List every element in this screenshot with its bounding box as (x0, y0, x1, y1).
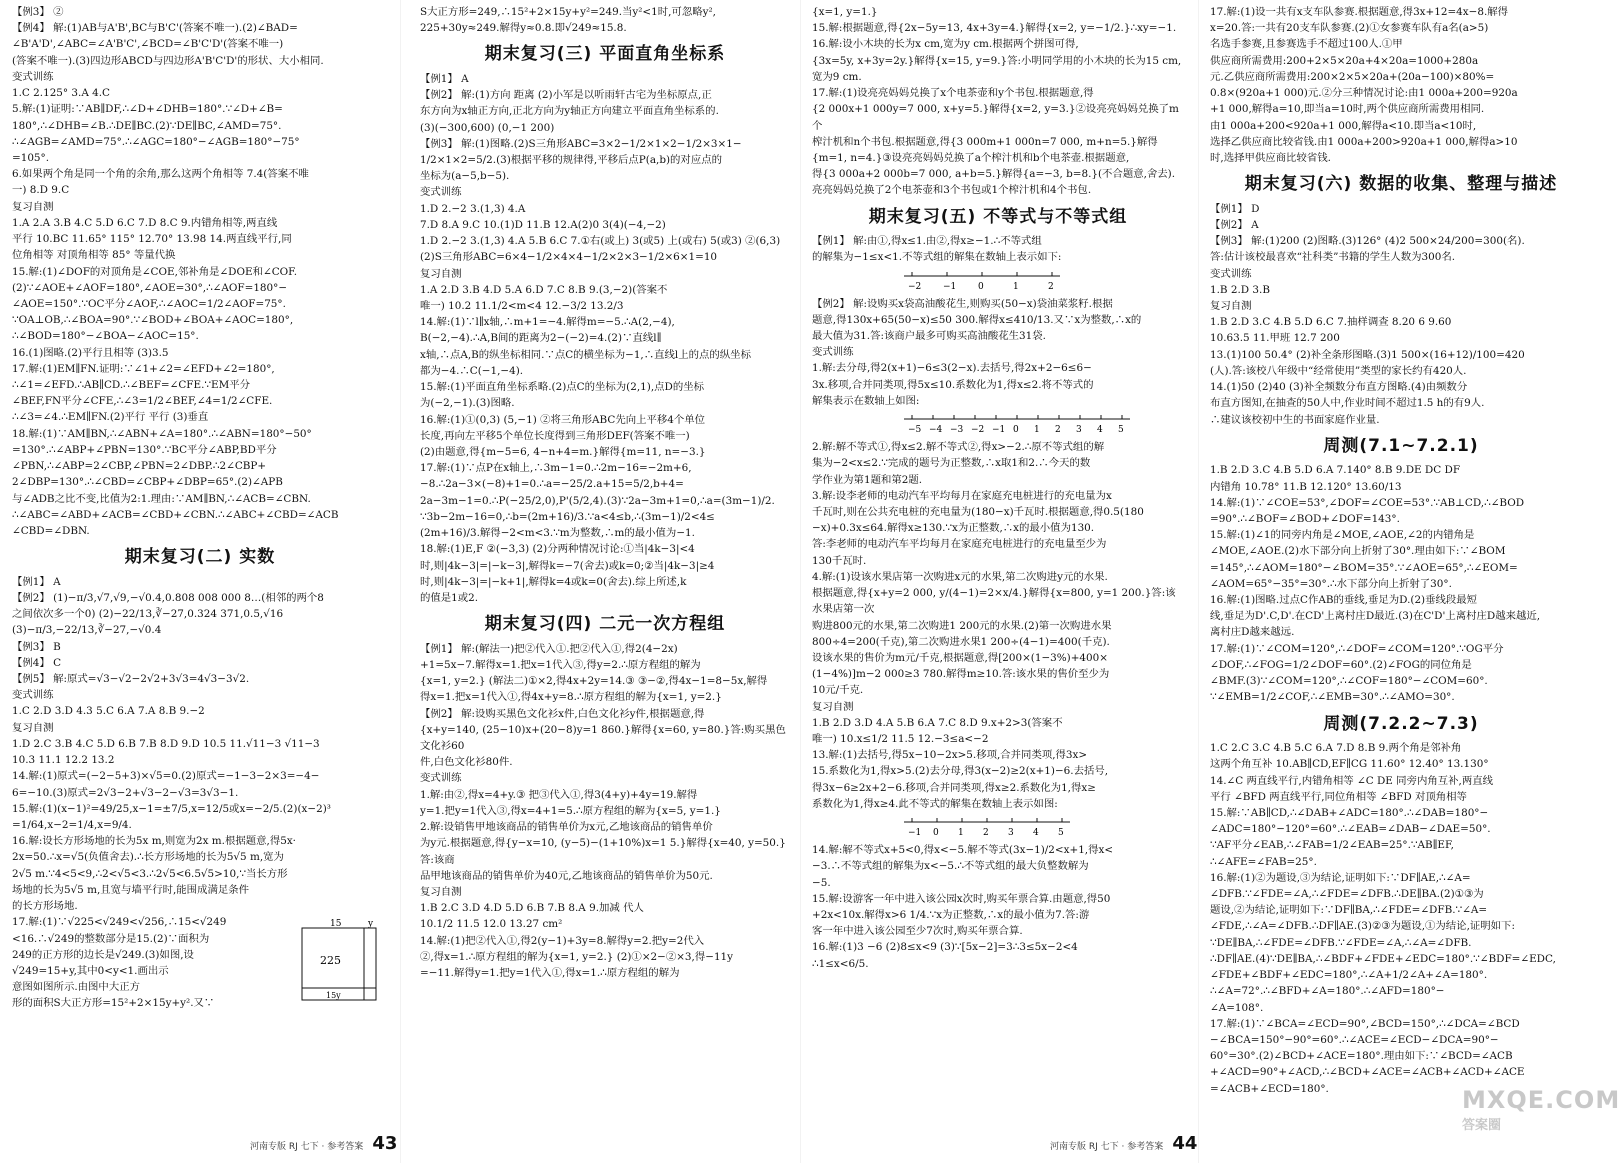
answer-line: 2a−3m−1=0.∴P(−25/2,0),P'(5/2,4).(3)∵2a−3m+1=0,∴a=(3m−1)/2. (420, 494, 775, 507)
number-line-tick-label: 1 (1034, 425, 1040, 436)
answer-line: 1.C 2.125° 3.A 4.C (12, 87, 110, 100)
answer-block-1 (12, 4, 388, 539)
answer-line: 14.解:(1)原式=(−2−5+3)×√5=0.(2)原式=−1−3−2×3=−4− (12, 770, 320, 783)
answer-line: =∠ACB+∠ECD=180°. (1210, 1082, 1329, 1095)
answer-line: 复习自测 (420, 267, 462, 280)
section-title-review-5: 期末复习(五) 不等式与不等式组 (868, 206, 1128, 227)
answer-line: ∠AOE=150°.∵OC平分∠AOF,∴∠AOC=1/2∠AOF=75°. (12, 297, 286, 310)
number-line-tick-label: −2 (908, 281, 922, 292)
number-line-tick-label: −2 (971, 425, 985, 436)
answer-line: ∴建议该校初中生的书面家庭作业量. (1210, 413, 1380, 426)
answer-line: 的值是1或2. (420, 591, 479, 604)
answer-line: 时,选择甲供应商比较省钱. (1210, 151, 1331, 164)
answer-line: 题设,②为结论,证明如下:∵DF∥BA,∴∠FDE=∠DFB.∵∠A= (1210, 904, 1488, 917)
answer-block-4 (420, 71, 790, 606)
answer-line: 学作业为第1题和第2题. (812, 473, 923, 486)
answer-line: (答案不唯一).(3)四边形ABCD与四边形A'B'C'D'的形状、大小相同. (12, 54, 324, 67)
section-title-review-6: 期末复习(六) 数据的收集、整理与描述 (1244, 174, 1558, 195)
answer-line: 180°,∴∠DHB=∠B.∴DE∥BC.(2)∵DE∥BC,∠AMD=75°. (12, 119, 282, 132)
column-4 (1210, 4, 1592, 1124)
answer-line: +1=5x−7.解得x=1.把x=1代入③,得y=2.∴原方程组的解为 (420, 658, 701, 671)
number-line-tick-label: 2 (983, 828, 989, 839)
answer-line: 由1 000a+200<920a+1 000,解得a<10.即当a<10时, (1210, 119, 1477, 132)
answer-line: 15.解:根据题意,得{2x−5y=13, 4x+3y=4.}解得{x=2, y=−1/2.}∴xy=−1. (812, 22, 1177, 35)
answer-line: =105°. (12, 151, 50, 164)
answer-line: (2)由题意,得{m−5=6, 4−n+4=m.}解得{m=11, n=−3.} (420, 445, 706, 458)
column-2 (420, 4, 790, 1124)
number-line-tick-label: 2 (1055, 425, 1061, 436)
answer-line: −x)+0.3x≤64.解得x≥130.∵x为正整数,∴x的最小值为130. (812, 522, 1095, 535)
answer-line: 16.(1)图略.(2)平行且相等 (3)3.5 (12, 346, 169, 359)
answer-line: 17.解:(1)∵∠BCA=∠ECD=90°,∠BCD=150°,∴∠DCA=∠BCD (1210, 1017, 1520, 1030)
answer-line: 5.解:(1)证明:∵AB∥DF,∴∠D+∠DHB=180°.∵∠D+∠B= (12, 103, 283, 116)
number-line-tick-label: −1 (908, 828, 922, 839)
answer-line: 之间依次多一个0) (2)−22/13,∛−27,0.324 371,0.5,√16 (12, 608, 284, 621)
answer-line: ∴∠AFE=∠FAB=25°. (1210, 855, 1317, 868)
answer-line: ∴∠A=72°.∴∠BFD+∠A=180°.∴∠AFD=180°− (1210, 985, 1445, 998)
page-number-right: 44 (1172, 1133, 1198, 1154)
answer-line: √249=15+y,其中0<y<1.画出示 (12, 964, 169, 977)
answer-block-11 (1210, 4, 1592, 166)
answer-line: 购进800元的水果,第二次购进1 200元的水果.(2)第一次购进水果 (812, 619, 1112, 632)
answer-line: 解集表示在数轴上如图: (812, 394, 920, 407)
answer-line: +∠ACD=90°+∠ACD,∴∠BCD+∠ACE=∠ACB+∠ACD+∠ACE (1210, 1066, 1525, 1079)
answer-line: 的解集为−1≤x<1.不等式组的解集在数轴上表示如下: (812, 251, 1062, 264)
answer-line: 0.8×(920a+1 000)元.②分三种情况讨论:由1 000a+200=920a (1210, 87, 1518, 100)
answer-line: 18.解:(1)∵AM∥BN,∴∠ABN+∠A=180°.∴∠ABN=180°−50° (12, 427, 312, 440)
answer-line: 【例4】 C (12, 656, 62, 669)
answer-line: 16.解:设长方形场地的长为5x m,则宽为2x m.根据题意,得5x· (12, 835, 296, 848)
answer-line: 3x.移项,合并同类项,得5x≤10.系数化为1,得x≤2.将不等式的 (812, 378, 1094, 391)
number-line-2 (902, 411, 1132, 437)
answer-line: 13.解:(1)去括号,得5x−10−2x>5.移项,合并同类项,得3x> (812, 749, 1088, 762)
answer-line: ∴∠AGB=∠AMD=75°.∴∠AGC=180°−∠AGB=180°−75° (12, 135, 300, 148)
answer-block-3 (420, 4, 790, 36)
answer-line: (2m+16)/3.解得−2<m<3.∵m为整数,∴m的最小值为−1. (420, 527, 695, 540)
answer-line: 6.如果两个角是同一个角的余角,那么这两个角相等 7.4(答案不唯 (12, 168, 309, 181)
answer-line: {2 000x+1 000y=7 000, x+y=5.}解得{x=2, y=3.}②设亮亮妈妈兑换了m个 (812, 103, 1179, 132)
answer-line: 变式训练 (12, 70, 54, 83)
answer-line: 15.解:(1)∠1的同旁内角是∠MOE,∠AOE,∠2的内错角是 (1210, 529, 1475, 542)
square-edge-label: y (368, 919, 374, 930)
answer-line: 10.3 11.1 12.2 13.2 (12, 754, 115, 767)
answer-line: {x=1, y=2.} (解法二)①×2,得4x+2y=14.③ ③−②,得4x−1=8−5x,解得 (420, 675, 768, 688)
number-line-tick-label: −1 (992, 425, 1006, 436)
answer-line: 1.B 2.D 3.C 4.B 5.D 6.A 7.140° 8.B 9.DE DC DF (1210, 464, 1461, 477)
watermark-sub: 答案圈 (1462, 1118, 1502, 1133)
answer-line: 为(−2,−1).(3)图略. (420, 397, 515, 410)
answer-line: ∠PBN,∴∠ABP=2∠CBP,∠PBN=2∠DBP.∴2∠CBP+ (12, 460, 267, 473)
page-number-left: 43 (372, 1133, 398, 1154)
answer-line: −3.∴不等式组的解集为x<−5.∴不等式组的最大负整数解为 (812, 860, 1089, 873)
answer-line: 【例3】 解:(1)200 (2)图略.(3)126° (4)2 500×24/200=300(名). (1210, 235, 1525, 248)
answer-line: ∴∠3=∠4.∴EM∥FN.(2)平行 平行 (3)垂直 (12, 411, 209, 424)
answer-line: 【例2】 解:设购买x袋高油酸花生,则购买(50−x)袋油菜浆籽.根据 (812, 297, 1113, 310)
section-title-review-3: 期末复习(三) 平面直角坐标系 (484, 44, 726, 65)
section-title-review-2: 期末复习(二) 实数 (124, 547, 276, 568)
answer-line: 线,垂足为D'.C,D'.在CD'上离村庄D最近.(3)在C'D'上离村庄D越来越近, (1210, 610, 1541, 623)
answer-line: 为y元.根据题意,得{y−x=10, (y−5)−(1+10%)x=1 5.}解得{x=40, y=50.}答:该商 (420, 837, 786, 866)
answer-block-8 (812, 296, 1184, 410)
answer-line: ∵DE∥BA,∴∠FDE=∠DFB.∵∠FDE=∠A,∴∠A=∠DFB. (1210, 936, 1472, 949)
number-line-tick-label: 3 (1008, 828, 1014, 839)
answer-line: 14.解:解不等式x+5<0,得x<−5.解不等式(3x−1)/2<x+1,得x< (812, 844, 1114, 857)
answer-line: 1.D 2.−2 3.(1,3) 4.A 5.B 6.C 7.①右(或上) 3(或5) 上(或右) 5(或3) ②(6,3) (420, 235, 781, 248)
number-line-tick-label: −4 (929, 425, 943, 436)
number-line-tick-label: 0 (1013, 425, 1019, 436)
answer-line: 3.解:设李老师的电动汽车平均每月在家庭充电桩进行的充电量为x (812, 489, 1112, 502)
answer-line: 这两个角互补 10.AB∥CD,EF∥CG 11.60° 12.40° 13.130° (1210, 758, 1489, 771)
answer-line: 15.解:∵AB∥CD,∴∠DAB+∠ADC=180°.∴∠DAB=180°− (1210, 806, 1489, 819)
section-title-weekly-2: 周测(7.2.2~7.3) (1323, 713, 1479, 734)
answer-line: (1−4%)]m−2 000≥3 780.解得m≥10.答:该水果的售价至少为 (812, 668, 1110, 681)
answer-line: 宽为9 cm. (812, 70, 862, 83)
answer-line: 【例3】 B (12, 640, 61, 653)
answer-line: 【例1】 D (1210, 202, 1260, 215)
answer-line: 【例5】 解:原式=√3−√2−2√2+3√3=4√3−3√2. (12, 673, 250, 686)
watermark-main: MXQE.COM (1462, 1086, 1620, 1114)
page-fold (800, 0, 801, 1163)
answer-line: 复习自测 (420, 885, 462, 898)
answer-line: 【例1】 解:由①,得x≤1.由②,得x≥−1.∴不等式组 (812, 235, 1042, 248)
answer-line: 复习自测 (1210, 300, 1252, 313)
answer-line: 选择乙供应商比较省钱.由1 000a+200>920a+1 000,解得a>10 (1210, 135, 1518, 148)
answer-line: 16.解:(1)3 −6 (2)8≤x<9 (3)∵[5x−2]=3∴3≤5x−2<4 (812, 941, 1078, 954)
answer-block-7 (812, 233, 1184, 265)
answer-line: 离村庄D越来越远. (1210, 626, 1295, 639)
answer-line: ∠A=108°. (1210, 1001, 1264, 1014)
section-title-weekly-1: 周测(7.1~7.2.1) (1323, 435, 1479, 456)
answer-line: 答:估计该校最喜欢“社科类”书籍的学生人数为300名. (1210, 251, 1456, 264)
answer-line: 场地的长为5√5 m,且宽与墙平行时,能围成满足条件 (12, 883, 250, 896)
answer-line: 18.解:(1)E,F ②(−3,3) (2)分两种情况讨论:①当|4k−3|<4 (420, 543, 695, 556)
answer-line: 7.D 8.A 9.C 10.(1)D 11.B 12.A(2)0 3(4)(−4,−2) (420, 218, 666, 231)
answer-line: ∵AF平分∠EAB,∴∠FAB=1/2∠EAB=25°.∵AB∥EF, (1210, 839, 1454, 852)
answer-line: 【例2】 (1)−π/3,√7,√9,−√0.4,0.808 008 000 8…(相邻的两个8 (12, 591, 324, 604)
answer-line: 【例4】 解:(1)AB与A'B',BC与B'C'(答案不唯一).(2)∠BAD= (12, 22, 298, 35)
answer-line: 平行 ∠BFD 两直线平行,同位角相等 ∠BFD 对顶角相等 (1210, 790, 1467, 803)
square-bottom-label: 15y (326, 991, 341, 1001)
answer-block-13 (1210, 462, 1592, 705)
answer-line: 复习自测 (812, 700, 854, 713)
answer-line: 15.解:(1)∠DOF的对顶角是∠COE,邻补角是∠DOE和∠COF. (12, 265, 298, 278)
answer-line: 1.解:由②,得x=4+y.③ 把③代入①,得3(4+y)+4y=19.解得 (420, 788, 698, 801)
answer-line: 225+30y≈249.解得y≈0.8.即√249≈15.8. (420, 22, 627, 35)
answer-line: 60°=30°.(2)∠BCD+∠ACE=180°.理由如下:∵∠BCD=∠ACB (1210, 1050, 1513, 1063)
answer-line: ∴DF∥AE.(4)∵DE∥BA,∴∠BDF+∠FDE+∠EDC=180°.∵∠BDF=∠EDC, (1210, 952, 1556, 965)
answer-line: 【例3】 解:(1)图略.(2)S三角形ABC=3×2−1/2×1×2−1/2×3×1− (420, 137, 742, 150)
answer-line: 15.解:(1)(x−1)²=49/25,x−1=±7/5,x=12/5或x=−2/5.(2)(x−2)³ (12, 802, 331, 815)
column-3 (812, 4, 1184, 1124)
answer-block-5 (420, 641, 790, 982)
footer-left (250, 1133, 397, 1154)
answer-line: 1.A 2.D 3.B 4.D 5.A 6.D 7.C 8.B 9.(3,−2)(答案不 (420, 283, 668, 296)
answer-line: 14.(1)50 (2)40 (3)补全频数分布直方图略.(4)由频数分 (1210, 381, 1468, 394)
answer-line: ∴1≤x<6/5. (812, 957, 869, 970)
answer-line: 榨汁机和n个书包.根据题意,得{3 000m+1 000n=7 000, m+n=5.}解得 (812, 135, 1158, 148)
answer-line: 2.解:解不等式①,得x≤2.解不等式②,得x>−2.∴原不等式组的解 (812, 441, 1105, 454)
answer-block-14 (1210, 740, 1592, 1097)
answer-line: 15.系数化为1,得x>5.(2)去分母,得3(x−2)≥2(x+1)−6.去括号, (812, 765, 1109, 778)
answer-line: {m=1, n=4.}③设亮亮妈妈兑换了a个榨汁机和b个电茶壶.根据题意, (812, 151, 1130, 164)
answer-line: 供应商所需费用:200+2×5×20a+4×20a=1000+280a (1210, 54, 1479, 67)
answer-line: 【例2】 解:设购买黑色文化衫x件,白色文化衫y件,根据题意,得 (420, 707, 705, 720)
answer-line: =145°,∴∠AOM=180°−∠BOM=35°.∵∠AOE=65°,∴∠EOM= (1210, 561, 1518, 574)
answer-line: 【例2】 A (1210, 218, 1259, 231)
answer-line: 10.63.5 11.甲班 12.7 200 (1210, 332, 1340, 345)
answer-line: ∠MOE,∠AOE.(2)水下部分向上折射了30°.理由如下:∵∠BOM (1210, 545, 1506, 558)
answer-line: 得3x−6≥2x+2−6.移项,合并同类项,得x≥2.系数化为1,得x≥ (812, 781, 1096, 794)
answer-line: 系数化为1,得x≥4.此不等式的解集在数轴上表示如图: (812, 797, 1058, 810)
answer-line: {x=1, y=1.} (812, 6, 878, 18)
answer-line: 1.B 2.D 3.C 4.B 5.D 6.C 7.抽样调查 8.20 6 9.60 (1210, 316, 1452, 329)
answer-line: 2x=50.∴x=√5(负值舍去).∴长方形场地的长为5√5 m,宽为 (12, 851, 284, 864)
answer-line: {3x=5y, x+3y=2y.}解得{x=15, y=9.}答:小明同学用的小木块的长为15 cm, (812, 54, 1182, 67)
answer-line: ∠BMF.(3)∵∠COM=120°,∴∠COF=180°−∠COM=60°. (1210, 675, 1488, 688)
answer-line: 变式训练 (12, 689, 54, 702)
answer-line: ∴∠1=∠EFD.∴AB∥CD.∴∠BEF=∠CFE.∵EM平分 (12, 379, 250, 392)
number-line-tick-label: −5 (908, 425, 922, 436)
number-line-tick-label: 1 (958, 828, 964, 839)
answer-line: 唯一) 10.2 11.1/2<m<4 12.−3/2 13.2/3 (420, 300, 624, 313)
answer-line: (人).答:该校八年级中“经常使用”类型的家长约有420人. (1210, 364, 1467, 377)
answer-line: ∠ADC=180°−120°=60°.∴∠EAB=∠DAB−∠DAE=50°. (1210, 823, 1491, 836)
answer-line: S大正方形=249,∴15²+2×15y+y²=249.当y²<1时,可忽略y², (420, 6, 716, 18)
number-line-tick-label: −1 (943, 281, 957, 292)
number-line-1 (902, 268, 1062, 294)
answer-line: 1.D 2.−2 3.(1,3) 4.A (420, 202, 526, 215)
answer-line: 东方向为x轴正方向,正北方向为y轴正方向建立平面直角坐标系的. (420, 105, 719, 118)
number-line-tick-label: 4 (1033, 828, 1039, 839)
answer-line: 1.C 2.D 3.D 4.3 5.C 6.A 7.A 8.B 9.−2 (12, 705, 205, 718)
answer-line: 名选手参赛,且参赛选手不超过100人.①甲 (1210, 38, 1403, 51)
answer-line: 130千瓦时. (812, 554, 867, 567)
answer-line: 10.1/2 11.5 12.0 13.27 cm² (420, 918, 563, 931)
answer-line: 客一年中进入该公园至少7次时,购买年票合算. (812, 925, 1023, 938)
answer-line: 品甲地该商品的销售单价为40元,乙地该商品的销售单价为50元. (420, 869, 713, 882)
answer-line: 17.解:(1)设亮亮妈妈兑换了x个电茶壶和y个书包.根据题意,得 (812, 87, 1094, 100)
answer-line: +2x<10x.解得x>6 1/4.∵x为正整数,∴x的最小值为7.答:游 (812, 909, 1090, 922)
number-line-tick-label: 0 (978, 281, 984, 292)
answer-line: 1.B 2.C 3.D 4.D 5.D 6.B 7.B 8.A 9.加减 代人 (420, 902, 644, 915)
answer-line: 17.解:(1)设一共有x支车队参赛.根据题意,得3x+12=4x−8.解得 (1210, 6, 1509, 18)
answer-line: =−11.解得y=1.把y=1代入①,得x=1.∴原方程组的解为 (420, 967, 680, 980)
answer-line: 最大值为31.答:该商户最多可购买高油酸花生31袋. (812, 330, 1046, 343)
answer-line: 1/2×1×2=5/2.(3)根据平移的规律得,平移后点P(a,b)的对应点的 (420, 154, 722, 167)
answer-line: 249的正方形的边长是√249.(3)如图,设 (12, 948, 194, 961)
answer-line: −∠BCA=150°−90°=60°.∴∠ACE=∠ECD−∠DCA=90°− (1210, 1034, 1499, 1047)
answer-line: 14.解:(1)∵∠COE=53°,∠DOF=∠COE=53°.∵AB⊥CD,∴∠BOD (1210, 496, 1525, 509)
square-side-label: 15 (330, 919, 342, 930)
answer-block-9 (812, 439, 1184, 812)
answer-line: 得{3 000a+2 000b=7 000, a+b=5.}解得{a=−3, b=8.}(不合题意,舍去). (812, 168, 1176, 181)
answer-line: 形的面积S大正方形=15²+2×15y+y².又∵ (12, 997, 215, 1010)
answer-line: 2.解:设销售甲地该商品的销售单价为x元,乙地该商品的销售单价 (420, 821, 713, 834)
answer-line: 复习自测 (12, 200, 54, 213)
answer-line: 根据题意,得{x+y=2 000, y/(4−1)=2×x/4.}解得{x=800, y=1 200.}答:该水果店第一次 (812, 587, 1176, 616)
answer-line: ∵3b−2m−16=0,∴b=(2m+16)/3.∵a<4≤b,∴(3m−1)/2<4≤ (420, 510, 715, 523)
answer-line: 件,白色文化衫80件. (420, 756, 513, 769)
answer-line: ∠B'A'D',∠ABC=∠A'B'C',∠BCD=∠B'C'D'(答案不唯一) (12, 38, 284, 51)
number-line-tick-label: 3 (1076, 425, 1082, 436)
answer-line: 变式训练 (1210, 267, 1252, 280)
answer-line: 的长方形场地. (12, 900, 78, 913)
answer-line: 1.D 2.C 3.B 4.C 5.D 6.B 7.B 8.D 9.D 10.5 11.√11−3 √11−3 (12, 737, 320, 750)
answer-line: ∠BEF,FN平分∠CFE,∴∠3=1/2∠BEF,∠4=1/2∠CFE. (12, 395, 273, 408)
answer-line: 【例3】 ② (12, 6, 64, 18)
answer-line: 得x=1.把x=1代入①,得4x+y=8.∴原方程组的解为{x=1, y=2.} (420, 691, 722, 704)
answer-line: 16.解:(1)②为题设,③为结论,证明如下:∵DF∥AE,∴∠A= (1210, 871, 1471, 884)
square-area-label: 225 (320, 954, 341, 968)
answer-line: 变式训练 (420, 772, 462, 785)
answer-line: 与∠ADB之比不变,比值为2:1.理由:∵AM∥BN,∴∠ACB=∠CBN. (12, 492, 311, 505)
answer-line: 变式训练 (420, 186, 462, 199)
answer-line: {x+y=140, (25−10)x+(20−8)y=1 860.}解得{x=60, y=80.}答:购买黑色文化衫60 (420, 723, 786, 752)
answer-line: ∵OA⊥OB,∴∠BOA=90°.∵∠BOD+∠BOA+∠AOC=180°, (12, 314, 294, 327)
answer-line: 位角相等 对顶角相等 85° 等量代换 (12, 249, 176, 262)
answer-line: 13.(1)100 50.4° (2)补全条形图略.(3)1 500×(16+12)/100=420 (1210, 348, 1525, 361)
number-line-3 (902, 814, 1072, 840)
answer-line: 【例1】 A (12, 575, 61, 588)
answer-line: 题意,得130x+65(50−x)≤50 300.解得x≤410/13.又∵x为整数,∴x的 (812, 313, 1142, 326)
answer-line: ∵∠EMB=1/2∠COF,∴∠EMB=30°.∴∠AMO=30°. (1210, 691, 1455, 704)
answer-line: 【例1】 解:(解法一)把②代入①.把②代入①,得2(4−2x) (420, 642, 678, 655)
answer-line: ∠FDE+∠BDF+∠EDC=180°,∴∠A+1/2∠A+∠A=180°. (1210, 969, 1488, 982)
answer-line: 14.∠C 两直线平行,内错角相等 ∠C DE 同旁内角互补,两直线 (1210, 774, 1493, 787)
answer-line: 17.解:(1)EM∥FN.证明:∵∠1+∠2=∠EFD+∠2=180°, (12, 362, 275, 375)
answer-line: ∴∠ABC=∠ABD+∠ACB=∠CBD+∠CBN.∴∠ABC+∠CBD=∠ACB (12, 508, 339, 521)
answer-line: =130°.∴∠ABP+∠PBN=130°.∵BC平分∠ABP,BD平分 (12, 443, 277, 456)
answer-line: ∠DOF,∴∠FOG=1/2∠DOF=60°.(2)∠FOG的同位角是 (1210, 658, 1472, 671)
watermark (1462, 1086, 1620, 1148)
footer-right-text: 河南专版 RJ 七下 · 参考答案 (1050, 1142, 1164, 1152)
number-line-tick-label: 5 (1118, 425, 1124, 436)
answer-line: 【例1】 A (420, 72, 469, 85)
answer-line: x轴,∴点A,B的纵坐标相同.∵点C的横坐标为−1,∴直线l上的点的纵坐标 (420, 348, 751, 361)
number-line-tick-label: 1 (1013, 281, 1019, 292)
answer-line: y=1.把y=1代入③,得x=4+1=5.∴原方程组的解为{x=5, y=1.} (420, 804, 721, 817)
answer-line: 布直方图知,在抽查的50人中,作业时间不超过1.5 h的有9人. (1210, 397, 1485, 410)
answer-line: 15.解:(1)平面直角坐标系略.(2)点C的坐标为(2,1),点D的坐标 (420, 381, 705, 394)
answer-line: ∠FDE,∴∠A=∠DFB.∴DF∥AE.(3)②③为题设,①为结论,证明如下: (1210, 920, 1515, 933)
answer-line: 时,则|4k−3|=|−k+1|,解得k=4或k=0(舍去).综上所述,k (420, 575, 687, 588)
answer-block-2 (12, 574, 388, 1012)
column-1 (12, 4, 388, 1124)
answer-line: (3)(−300,600) (0,−1 200) (420, 121, 555, 134)
answer-line: 元.乙供应商所需费用:200×2×5×20a+(20a−100)×80%= (1210, 70, 1495, 83)
footer-left-text: 河南专版 RJ 七下 · 参考答案 (250, 1142, 364, 1152)
answer-line: 1.解:去分母,得2(x+1)−6≤3(2−x).去括号,得2x+2−6≤6− (812, 362, 1092, 375)
column-gutter (1198, 0, 1199, 1163)
answer-line: 都为−4.∴C(−1,−4). (420, 364, 524, 377)
answer-line: ∠AOM=65°−35°=30°.∴水下部分向上折射了30°. (1210, 577, 1452, 590)
answer-line: 1.B 2.D 3.B (1210, 283, 1270, 296)
answer-line: 唯一) 10.x≤1/2 11.5 12.−3≤a<−2 (812, 733, 989, 746)
answer-line: 【例2】 解:(1)方向 距离 (2)小军是以听雨轩古宅为坐标原点,正 (420, 89, 712, 102)
answer-line: 800÷4=200(千克),第二次购进水果1 200÷(4−1)=400(千克). (812, 635, 1110, 648)
answer-line: 内错角 10.78° 11.B 12.120° 13.60/13 (1210, 480, 1402, 493)
number-line-tick-label: −3 (950, 425, 964, 436)
answer-line: 长度,再向左平移5个单位长度得到三角形DEF(答案不唯一) (420, 429, 690, 442)
footer-right (1050, 1133, 1197, 1154)
answer-line: 千瓦时,则在公共充电桩的充电量为(180−x)千瓦时.根据题意,得0.5(180 (812, 505, 1144, 518)
answer-line: 14.解:(1)把②代入①,得2(y−1)+3y=8.解得y=2.把y=2代入 (420, 934, 705, 947)
answer-block-10 (812, 842, 1184, 972)
answer-line: 复习自测 (12, 721, 54, 734)
answer-line: 14.解:(1)∵l∥x轴,∴m+1=−4.解得m=−5.∴A(2,−4), (420, 316, 675, 329)
answer-line: ②,得x=1.∴原方程组的解为{x=1, y=2.} (2)①×2−②×3,得−11y (420, 950, 734, 963)
answer-line: ∠CBD=∠DBN. (12, 525, 90, 537)
answer-line: 6=−10.(3)原式=2√3−2+√3−2−√3=3√3−1. (12, 786, 239, 799)
number-line-tick-label: 4 (1097, 425, 1103, 436)
answer-line: =90°.∴∠BOF=∠BOD+∠DOF=143°. (1210, 512, 1400, 525)
answer-line: 16.解:设小木块的长为x cm,宽为y cm.根据两个拼图可得, (812, 38, 1079, 51)
answer-line: 1.C 2.C 3.C 4.B 5.C 6.A 7.D 8.B 9.两个角是邻补角 (1210, 742, 1462, 755)
answer-line: 坐标为(a−5,b−5). (420, 170, 510, 183)
answer-line: (2)S三角形ABC=6×4−1/2×4×4−1/2×2×3−1/2×6×1=10 (420, 251, 718, 264)
square-diagram (298, 918, 382, 1004)
answer-line: 变式训练 (812, 346, 854, 359)
answer-line: 平行 10.BC 11.65° 115° 12.70° 13.98 14.两直线平行,同 (12, 233, 292, 246)
answer-line: <16.∴√249的整数部分是15.(2)∵面积为 (12, 932, 210, 945)
answer-line: 答:李老师的电动汽车平均每月在家庭充电桩进行的充电量至少为 (812, 538, 1107, 551)
answer-line: 2√5 m.∵4<5<9,∴2<√5<3.∴2√5<6.5√5>10,∵当长方形 (12, 867, 288, 880)
answer-line: 16.解:(1)图略.过点C作AB的垂线,垂足为D.(2)垂线段最短 (1210, 594, 1478, 607)
number-line-tick-label: 0 (933, 828, 939, 839)
answer-line: 15.解:设游客一年中进入该公园x次时,购买年票合算.由题意,得50 (812, 892, 1111, 905)
answer-block-12 (1210, 201, 1592, 428)
answer-line: =1/64,x−2=1/4,x=9/4. (12, 819, 132, 832)
answer-line: 一) 8.D 9.C (12, 184, 70, 197)
answer-line: x=20.答:一共有20支车队参赛.(2)①女参赛车队有a名(a>5) (1210, 22, 1489, 35)
answer-line: 10元/千克. (812, 684, 864, 697)
answer-line: 设该水果的售价为m元/千克,根据题意,得[200×(1−3%)+400× (812, 651, 1108, 664)
answer-line: 16.解:(1)①(0,3) (5,−1) ②将三角形ABC先向上平移4个单位 (420, 413, 706, 426)
column-gutter (400, 0, 401, 1163)
section-title-review-4: 期末复习(四) 二元一次方程组 (484, 614, 726, 635)
answer-line: 时,则|4k−3|=|−k−3|,解得k=−7(舍去)或k=0;②当|4k−3|≥4 (420, 559, 715, 572)
answer-line: 17.解:(1)∵∠COM=120°,∴∠DOF=∠COM=120°.∵OG平分 (1210, 642, 1504, 655)
number-line-tick-label: 2 (1048, 281, 1054, 292)
answer-line: 17.解:(1)∵√225<√249<√256,∴15<√249 (12, 916, 227, 929)
answer-line: 2∠DBP=130°.∴∠CBD=∠CBP+∠DBP=65°.(2)∠APB (12, 476, 283, 489)
answer-line: 亮亮妈妈兑换了2个电茶壶和3个书包或1个榨汁机和4个书包. (812, 184, 1092, 197)
answer-line: ∴∠BOD=180°−∠BOA−∠AOC=15°. (12, 330, 199, 343)
answer-line: (2)∵∠AOE+∠AOF=180°,∠AOE=30°,∴∠AOF=180°− (12, 281, 288, 294)
answer-line: 集为−2<x≤2.∵完成的题号为正整数,∴x取1和2.∴今天的数 (812, 457, 1091, 470)
answer-line: −8.∴2a−3×(−8)+1=0.∴a=−25/2.a+15=5/2,b+4= (420, 478, 684, 491)
answer-block-6 (812, 4, 1184, 199)
answer-line: B(−2,−4).∴A,B间的距离为2−(−2)=4.(2)∵直线l∥ (420, 332, 662, 345)
answer-line: 4.解:(1)设该水果店第一次购进x元的水果,第二次购进y元的水果. (812, 570, 1108, 583)
answer-line: −5. (812, 876, 831, 889)
answer-line: ∠DFB.∵∠FDE=∠A,∴∠FDE=∠DFB.∴DE∥BA.(2)①③为 (1210, 888, 1484, 901)
answer-line: +1 000,解得a=10,即当a=10时,两个供应商所需费用相同. (1210, 103, 1485, 116)
answer-line: 1.B 2.D 3.D 4.A 5.B 6.A 7.C 8.D 9.x+2>3(答案不 (812, 716, 1063, 729)
answer-line: (3)−π/3,−22/13,∛−27,−√0.4 (12, 624, 162, 637)
answer-line: 17.解:(1)∵点P在x轴上,∴3m−1=0.∴2m−16=−2m+6, (420, 462, 692, 475)
number-line-tick-label: 5 (1058, 828, 1064, 839)
answer-line: 意图如图所示.由图中大正方 (12, 981, 140, 994)
answer-line: 1.A 2.A 3.B 4.C 5.D 6.C 7.D 8.C 9.内错角相等,两直线 (12, 216, 278, 229)
